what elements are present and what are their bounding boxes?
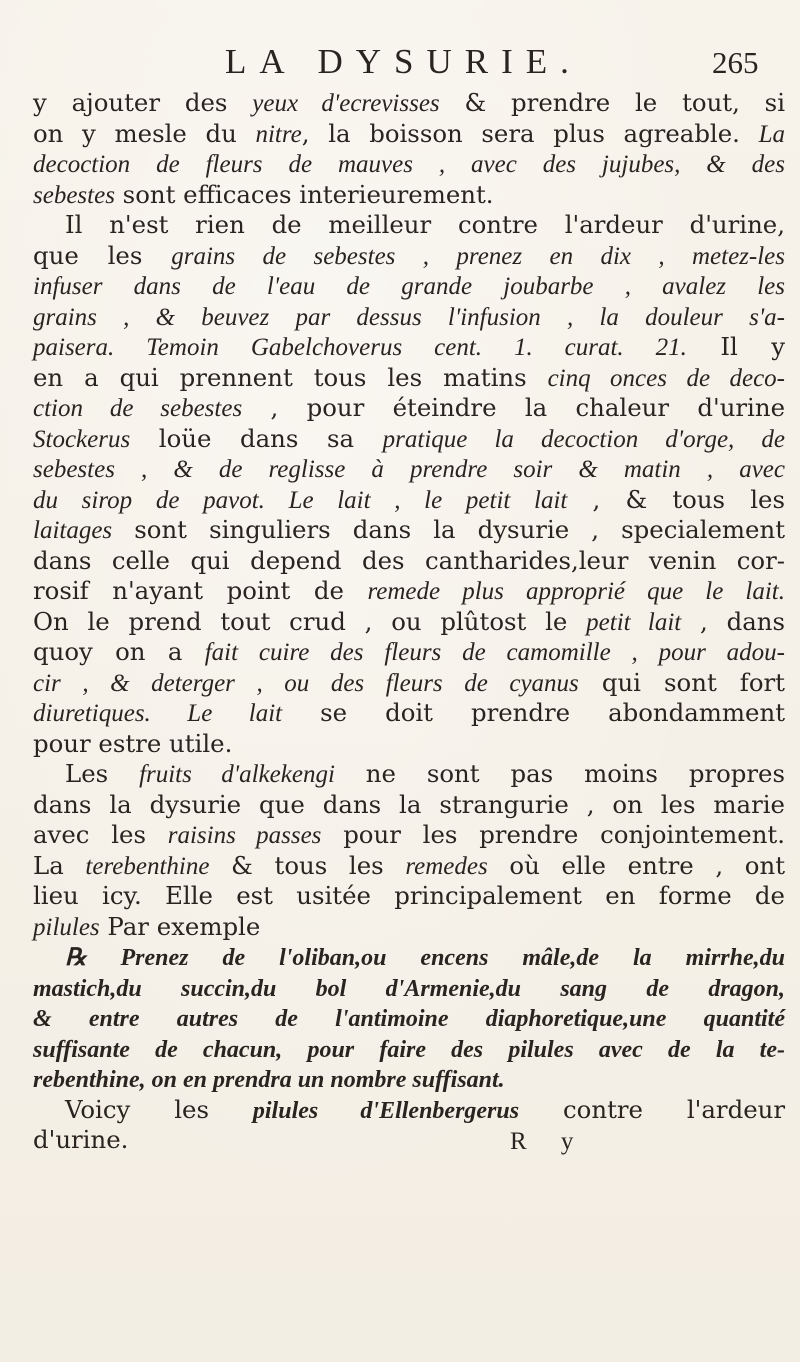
italic-run: terebenthine	[85, 852, 210, 880]
text-line	[33, 912, 785, 943]
text-line	[33, 210, 785, 241]
roman-run: en a qui prennent tous les matins	[33, 362, 548, 392]
italic-run: fruits d'alkekengi	[139, 761, 335, 788]
text-line	[33, 790, 785, 821]
roman-run: La	[33, 850, 86, 880]
roman-run: y ajouter des	[33, 88, 253, 117]
roman-run: Il y	[686, 332, 785, 361]
text-line	[33, 851, 785, 882]
italic-run: sebestes	[33, 181, 115, 209]
italic-run: fait cuire des fleurs de camomille , pour adou-	[204, 639, 785, 666]
text-line	[33, 271, 785, 302]
text-line	[33, 576, 785, 607]
italic-run: ℞ Prenez de l'oliban,ou encens mâle,de la mirrhe,du	[65, 945, 785, 971]
text-line	[33, 759, 785, 790]
italic-run: Stockerus	[33, 425, 131, 453]
roman-run: , & tous les	[567, 484, 786, 514]
roman-run: lieu icy. Elle est usitée principalement en forme de	[33, 881, 785, 910]
text-line	[33, 1034, 785, 1065]
roman-run: pour les prendre conjointement.	[321, 820, 785, 849]
roman-run: Par exemple	[99, 911, 261, 941]
italic-run: suffisante de chacun, pour faire des pilules avec de la te-	[33, 1036, 785, 1063]
roman-run: qui sont fort	[578, 667, 785, 697]
italic-run: remedes	[405, 852, 488, 880]
roman-run: , pour éteindre la chaleur d'urine	[242, 393, 786, 422]
italic-run: petit lait	[586, 608, 682, 636]
roman-run: Les	[65, 759, 140, 788]
text-line	[33, 698, 785, 729]
italic-run: ction de sebestes	[33, 395, 243, 422]
italic-run: mastich,du succin,du bol d'Armenie,du sang de dragon,	[33, 975, 785, 1002]
catchword: R y	[510, 1128, 588, 1155]
body-text	[33, 88, 785, 1156]
roman-run: Il n'est rien de meilleur contre l'ardeur d'urine,	[65, 210, 785, 239]
italic-run: pratique la decoction d'orge, de	[382, 425, 785, 453]
text-line	[33, 241, 785, 272]
text-line	[33, 607, 785, 638]
text-line	[33, 149, 785, 180]
text-line	[33, 332, 785, 363]
text-line	[33, 454, 785, 485]
text-line	[33, 820, 785, 851]
italic-run: grains de sebestes , prenez en dix , metez-les	[171, 242, 785, 270]
italic-run: decoction de fleurs de mauves , avec des jujubes, & des	[33, 151, 785, 178]
roman-run: ne sont pas moins propres	[334, 759, 785, 788]
italic-run: raisins passes	[167, 822, 322, 849]
page-header	[0, 42, 800, 92]
italic-run: laitages	[33, 517, 113, 544]
text-line	[33, 302, 785, 333]
italic-run: cir , & deterger , ou des fleurs de cyanus	[33, 669, 579, 697]
text-line	[33, 942, 785, 973]
roman-run: d'urine.	[33, 1125, 129, 1154]
roman-run: que les	[33, 240, 172, 270]
text-line	[33, 393, 785, 424]
italic-run: diuretiques. Le lait	[33, 700, 283, 727]
roman-run: pour estre utile.	[33, 728, 233, 758]
italic-run: pilules	[33, 913, 100, 941]
italic-run: rebenthine, on en prendra un nombre suffisant.	[33, 1067, 505, 1093]
text-line	[33, 424, 785, 455]
italic-run: grains , & beuvez par dessus l'infusion , la douleur s'a-	[33, 303, 785, 331]
text-line	[33, 1003, 785, 1034]
text-line	[33, 668, 785, 699]
roman-run: On le prend tout crud , ou plûtost le	[33, 606, 587, 636]
text-line	[33, 973, 785, 1004]
roman-run: on y mesle du	[33, 118, 256, 148]
roman-run: se doit prendre abondamment	[282, 698, 785, 727]
text-line	[33, 729, 785, 760]
roman-run: , dans	[681, 606, 785, 636]
roman-run: contre l'ardeur	[519, 1094, 786, 1124]
roman-run: où elle entre , ont	[487, 850, 785, 880]
text-line	[33, 363, 785, 394]
roman-run: sont singuliers dans la dysurie , specialement	[112, 515, 785, 544]
italic-run: paisera. Temoin Gabelchoverus cent. 1. curat. 21.	[33, 334, 687, 361]
italic-run: pilules d'Ellenbergerus	[252, 1097, 520, 1124]
text-line	[33, 546, 785, 577]
text-line	[33, 119, 785, 150]
text-line	[33, 881, 785, 912]
text-line	[33, 180, 785, 211]
running-title: LA DYSURIE.	[225, 42, 582, 81]
italic-run: cinq onces de deco-	[547, 364, 786, 392]
text-line	[33, 1095, 785, 1126]
roman-run: & tous les	[209, 850, 406, 880]
roman-run: avec les	[33, 820, 168, 849]
text-line	[33, 515, 785, 546]
text-line	[33, 485, 785, 516]
roman-run: & prendre le tout, si	[439, 88, 785, 117]
italic-run: yeux d'ecrevisses	[252, 90, 440, 117]
roman-run: dans la dysurie que dans la strangurie , on les marie	[33, 789, 785, 819]
text-line	[33, 88, 785, 119]
italic-run: nitre	[255, 120, 302, 148]
italic-run: & entre autres de l'antimoine diaphoretique,une quantité	[33, 1006, 785, 1032]
roman-run: rosif n'ayant point de	[33, 576, 368, 605]
roman-run: quoy on a	[33, 637, 205, 666]
italic-run: La	[758, 120, 785, 148]
italic-run: remede plus approprié que le lait.	[367, 578, 785, 605]
italic-run: infuser dans de l'eau de grande joubarbe , avalez les	[33, 273, 785, 300]
roman-run: dans celle qui depend des cantharides,leur venin cor-	[33, 545, 785, 575]
text-line	[33, 637, 785, 668]
text-line	[33, 1064, 785, 1095]
italic-run: sebestes , & de reglisse à prendre soir & matin , avec	[33, 456, 785, 483]
page-number: 265	[712, 45, 759, 80]
roman-run: Voicy les	[65, 1094, 253, 1124]
roman-run: sont efficaces interieurement.	[114, 179, 494, 209]
text-line	[33, 1125, 785, 1156]
roman-run: , la boisson sera plus agreable.	[301, 118, 759, 148]
italic-run: du sirop de pavot. Le lait , le petit lait	[33, 486, 568, 514]
roman-run: loüe dans sa	[130, 423, 383, 453]
